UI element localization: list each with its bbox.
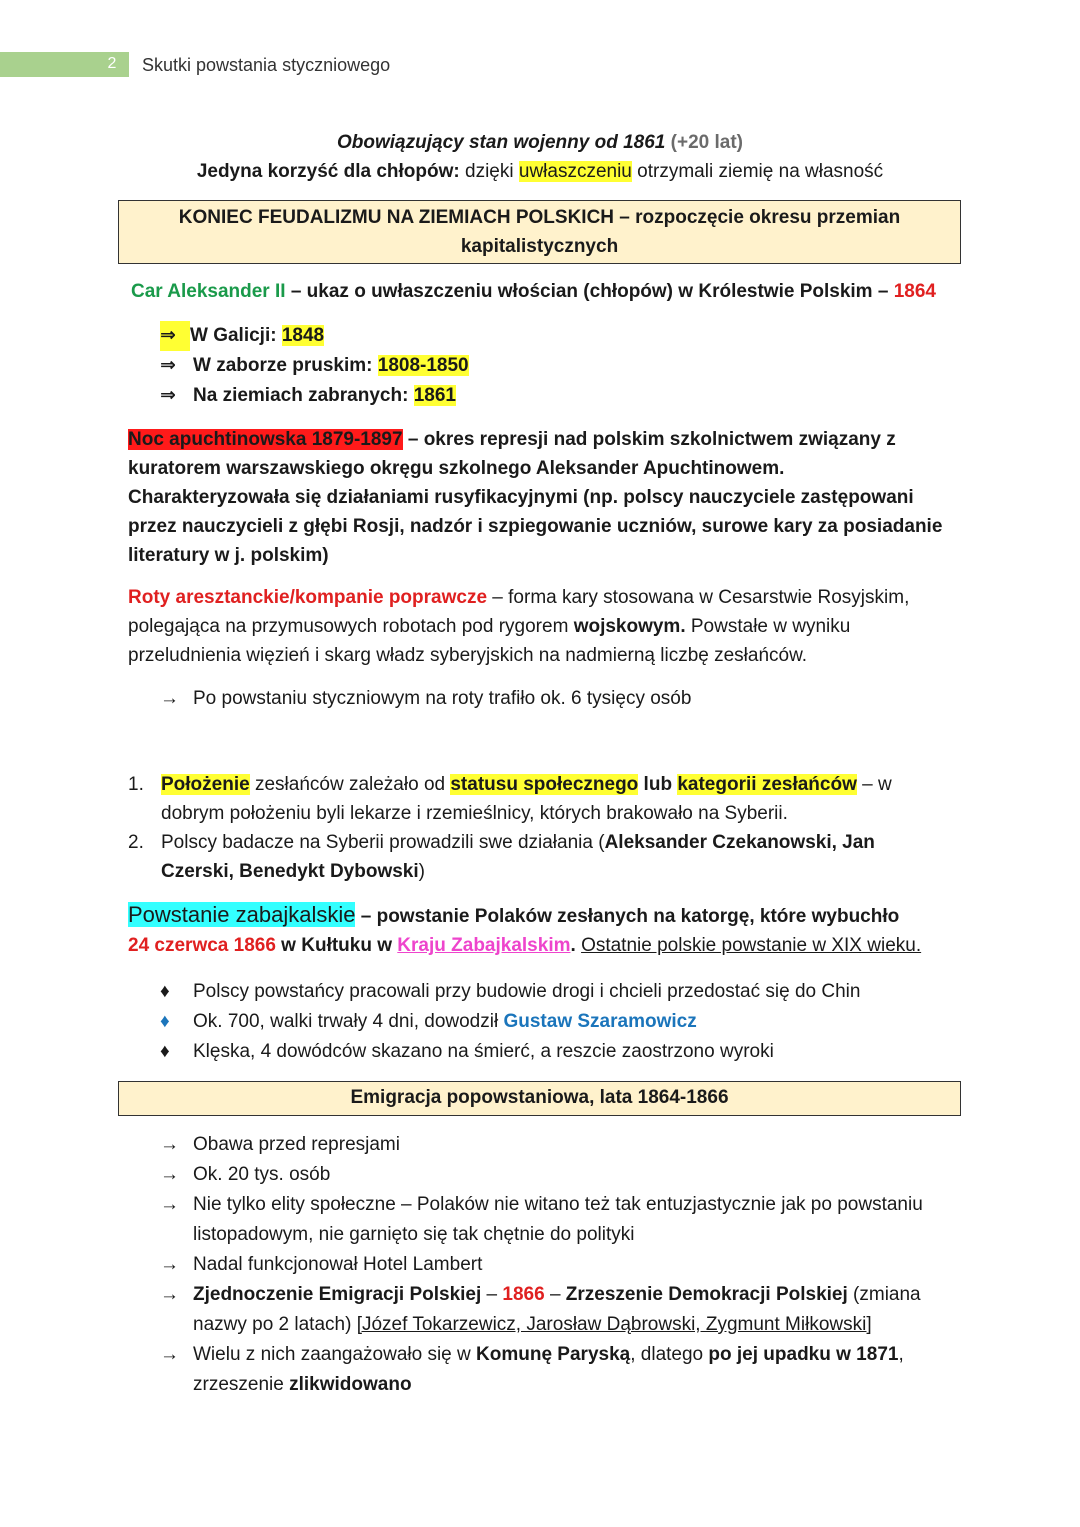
box-line-2: kapitalistycznych	[460, 236, 619, 257]
roty-term: Roty aresztanckie/kompanie poprawcze	[128, 587, 488, 608]
arrow-right-icon: →	[160, 1254, 179, 1275]
text-line: kuratorem warszawskiego okręgu szkolnego Aleksander Apuchtinowem.	[128, 458, 785, 479]
text-fragment: – powstanie Polaków zesłanych na katorgę, które wybuchło	[355, 906, 900, 927]
text-fragment: – okres represji nad polskim szkolnictwem związany z	[402, 429, 896, 450]
list-item	[160, 321, 324, 351]
text-fragment: Zjednoczenie Emigracji Polskiej	[193, 1284, 482, 1305]
list-year: 1848	[281, 325, 325, 346]
text-fragment: lub	[638, 774, 678, 795]
text-line: literatury w j. polskim)	[128, 545, 329, 566]
text-fragment: w Kułtuku w	[275, 935, 398, 956]
text-fragment: dzięki	[459, 161, 519, 182]
arrow-right-icon: →	[160, 1134, 179, 1155]
apuchtin-term: Noc apuchtinowska 1879-1897	[128, 429, 403, 450]
arrow-right-icon: →	[160, 1194, 179, 1215]
text-fragment: wojskowym.	[573, 616, 686, 637]
list-text: Ok. 20 tys. osób	[193, 1164, 331, 1185]
text-fragment: polegająca na przymusowych robotach pod rygorem	[128, 616, 574, 637]
arrow-right-icon: →	[160, 1284, 179, 1305]
text-line: Charakteryzowała się działaniami rusyfikacyjnymi (np. polscy nauczyciele zastępowani	[128, 487, 914, 508]
list-text: Polscy powstańcy pracowali przy budowie drogi i chcieli przedostać się do Chin	[193, 981, 861, 1002]
list-item	[160, 1160, 330, 1190]
highlight-uwlaszczenie: uwłaszczeniu	[518, 161, 632, 182]
list-text: Klęska, 4 dowódców skazano na śmierć, a reszcie zaostrzono wyroki	[193, 1041, 774, 1062]
text-fragment: ,	[898, 1344, 904, 1365]
double-arrow-icon: ⇒	[160, 321, 190, 351]
list-number: 2.	[128, 832, 144, 853]
text-fragment: kategorii zesłańców	[677, 774, 857, 795]
list-item	[160, 1037, 774, 1067]
list-item	[160, 351, 469, 381]
page-title: Skutki powstania styczniowego	[142, 55, 391, 75]
zabajkalskie-term: Powstanie zabajkalskie	[128, 902, 356, 927]
text-fragment: (zmiana	[847, 1284, 921, 1305]
roty-paragraph	[128, 583, 958, 670]
tsar-ukase	[131, 277, 936, 306]
peasant-benefit-label: Jedyna korzyść dla chłopów:	[196, 161, 460, 182]
text-fragment: nazwy po 2 latach)	[193, 1314, 357, 1335]
list-text: Nie tylko elity społeczne – Polaków nie witano też tak entuzjastycznie jak po powstaniu	[193, 1194, 923, 1215]
text-fragment: , dlatego	[630, 1344, 709, 1365]
diamond-icon: ♦	[160, 1011, 170, 1032]
apuchtin-paragraph	[128, 425, 958, 570]
text-fragment: .	[570, 935, 582, 956]
arrow-right-icon: →	[160, 1164, 179, 1185]
list-year: 1861	[413, 385, 456, 406]
list-label: W Galicji:	[190, 325, 282, 346]
uprising-place: Kraju Zabajkalskim	[397, 935, 571, 956]
zabajkalskie-paragraph	[128, 900, 958, 960]
text-fragment: otrzymali ziemię na własność	[631, 161, 884, 182]
martial-law-duration: (+20 lat)	[665, 132, 743, 153]
list-text: Ok. 700, walki trwały 4 dni, dowodził	[193, 1011, 504, 1032]
intro-line-1	[0, 128, 1080, 157]
text-fragment: – ukaz o uwłaszczeniu włościan (chłopów) w Królestwie Polskim –	[285, 281, 894, 302]
list-item	[128, 770, 948, 828]
text-fragment: Zrzeszenie Demokracji Polskiej	[565, 1284, 848, 1305]
text-fragment: Powstałe w wyniku	[685, 616, 851, 637]
text-fragment: zesłańców zależało od	[249, 774, 451, 795]
page-number: 2	[107, 55, 117, 72]
text-fragment: zrzeszenie	[193, 1374, 290, 1395]
list-label: Na ziemiach zabranych:	[193, 385, 414, 406]
text-fragment: po jej upadku w 1871	[708, 1344, 899, 1365]
text-fragment: – forma kary stosowana w Cesarstwie Rosyjskim,	[487, 587, 910, 608]
tsar-name: Car Aleksander II	[131, 281, 286, 302]
list-text: Po powstaniu styczniowym na roty trafiło ok. 6 tysięcy osób	[193, 688, 692, 709]
text-fragment: Położenie	[161, 774, 250, 795]
text-fragment: [Józef Tokarzewicz, Jarosław Dąbrowski, Zygmunt Miłkowski]	[356, 1314, 872, 1335]
list-item	[160, 381, 456, 411]
intro-line-2	[0, 157, 1080, 186]
diamond-icon: ♦	[160, 981, 170, 1002]
text-fragment: )	[418, 861, 425, 882]
list-item	[160, 1340, 960, 1400]
list-item	[160, 1190, 960, 1250]
list-text: Obawa przed represjami	[193, 1134, 400, 1155]
tsar-year: 1864	[893, 281, 936, 302]
list-label: W zaborze pruskim:	[193, 355, 378, 376]
arrow-right-icon: →	[160, 688, 179, 709]
text-fragment: Komunę Paryską	[476, 1344, 631, 1365]
text-fragment: Wielu z nich zaangażowało się w	[193, 1344, 477, 1365]
list-year: 1808-1850	[377, 355, 469, 376]
text-fragment: –	[481, 1284, 503, 1305]
double-arrow-icon: ⇒	[160, 355, 176, 376]
text-line: dobrym położeniu byli lekarze i rzemieślnicy, których brakowało na Syberii.	[161, 803, 788, 824]
box-line-1: KONIEC FEUDALIZMU NA ZIEMIACH POLSKICH – rozpoczęcie okresu przemian	[178, 207, 901, 228]
martial-law-text: Obowiązujący stan wojenny od 1861	[337, 132, 666, 153]
list-text: Nadal funkcjonował Hotel Lambert	[193, 1254, 483, 1275]
commander-name: Gustaw Szaramowicz	[503, 1011, 697, 1032]
text-line: przez nauczycieli z głębi Rosji, nadzór i szpiegowanie uczniów, surowe kary za posiadanie	[128, 516, 943, 537]
list-text: listopadowym, nie garnięto się tak chętnie do polityki	[193, 1224, 635, 1245]
text-fragment: 1866	[502, 1284, 545, 1305]
text-fragment: zlikwidowano	[289, 1374, 412, 1395]
list-item	[160, 1007, 697, 1037]
text-line: przeludnienia więzień i skarg władz syberyjskich na nadmierną liczbę zesłańców.	[128, 645, 808, 666]
diamond-icon: ♦	[160, 1041, 170, 1062]
text-fragment: – w	[856, 774, 892, 795]
list-number: 1.	[128, 774, 144, 795]
list-item	[160, 1250, 482, 1280]
text-fragment: –	[544, 1284, 566, 1305]
list-item	[128, 828, 948, 886]
emigration-box: Emigracja popowstaniowa, lata 1864-1866	[118, 1081, 961, 1116]
arrow-right-icon: →	[160, 1344, 179, 1365]
text-fragment: Aleksander Czekanowski, Jan	[604, 832, 875, 853]
list-item	[160, 1130, 400, 1160]
feudalism-end-box	[118, 200, 961, 264]
text-fragment: statusu społecznego	[450, 774, 639, 795]
text-fragment: Ostatnie polskie powstanie w XIX wieku.	[581, 935, 922, 956]
double-arrow-icon: ⇒	[160, 385, 176, 406]
list-item	[160, 1280, 960, 1340]
list-item	[160, 977, 860, 1007]
list-item	[160, 684, 691, 714]
text-fragment: Czerski, Benedykt Dybowski	[161, 861, 419, 882]
text-fragment: Polscy badacze na Syberii prowadzili swe działania (	[161, 832, 605, 853]
uprising-date: 24 czerwca 1866	[128, 935, 276, 956]
